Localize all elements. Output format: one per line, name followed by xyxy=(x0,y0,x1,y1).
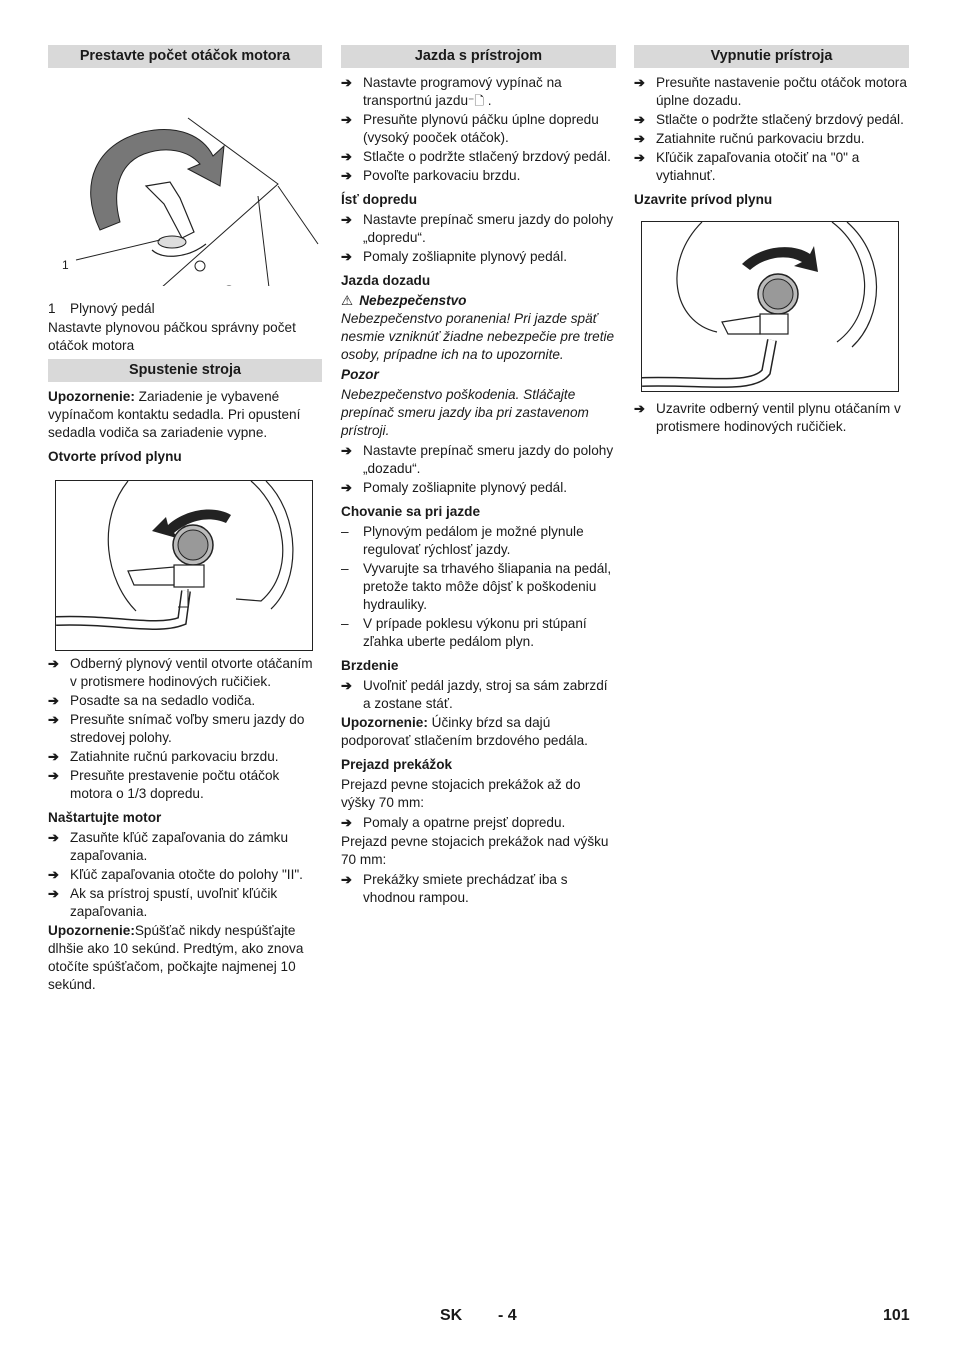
figure-close-valve xyxy=(641,221,899,392)
figure-throttle-lever xyxy=(48,74,322,286)
list-item: ➔ Zatiahnite ručnú parkovaciu brzdu. xyxy=(634,131,865,146)
list-item: ➔ Stlačte o podržte stlačený brzdový pedál. xyxy=(634,112,904,127)
arrow-right-icon: ➔ xyxy=(634,131,645,146)
subheading-reverse: Jazda dozadu xyxy=(341,273,431,288)
column-right xyxy=(634,45,909,437)
arrow-right-icon: ➔ xyxy=(341,249,352,264)
arrow-right-icon: ➔ xyxy=(48,693,59,708)
obstacle-text-low: Prejazd pevne stojacich prekážok až do výšky 70 mm: xyxy=(341,777,581,810)
list-item: ➔ Povoľte parkovaciu brzdu. xyxy=(341,168,521,183)
list-item: – Vyvarujte sa trhavého šliapania na pedál, pretože takto môže dôjsť k poškodeniu hydrauliky. xyxy=(341,561,612,612)
list-item: – Plynovým pedálom je možné plynule regulovať rýchlosť jazdy. xyxy=(341,524,584,557)
section-header-driving: Jazda s prístrojom xyxy=(341,45,616,68)
arrow-right-icon: ➔ xyxy=(48,768,59,783)
list-item: ➔ Posadte sa na sedadlo vodiča. xyxy=(48,693,256,708)
subheading-obstacles: Prejazd prekážok xyxy=(341,757,453,772)
arrow-right-icon: ➔ xyxy=(341,678,352,693)
note-text: Účinky bŕzd sa dajú podporovať stlačením brzdového pedála. xyxy=(341,715,588,748)
obstacle-text-high: Prejazd pevne stojacich prekážok nad výšku 70 mm: xyxy=(341,834,609,867)
list-item: ➔ Pomaly zošliapnite plynový pedál. xyxy=(341,249,568,264)
arrow-right-icon: ➔ xyxy=(341,815,352,830)
list-item: ➔ Nastavte prepínač smeru jazdy do polohy „dozadu“. xyxy=(341,443,614,476)
list-item: ➔ Uvoľniť pedál jazdy, stroj sa sám zabrzdí a zostane stáť. xyxy=(341,678,608,711)
list-item: – V prípade poklesu výkonu pri stúpaní zľahka uberte pedálom plyn. xyxy=(341,616,587,649)
arrow-right-icon: ➔ xyxy=(341,443,352,458)
subheading-start-engine: Naštartujte motor xyxy=(48,810,162,825)
dash-bullet: – xyxy=(341,561,349,576)
engine-speed-description: Nastavte plynovou páčkou správny počet otáčok motora xyxy=(48,320,296,353)
legend-number: 1 xyxy=(48,301,56,316)
legend-text: Plynový pedál xyxy=(70,301,155,316)
note-starter xyxy=(48,922,322,994)
note-brake xyxy=(341,714,616,750)
list-item: ➔ Pomaly a opatrne prejsť dopredu. xyxy=(341,815,566,830)
arrow-right-icon: ➔ xyxy=(341,480,352,495)
danger-heading xyxy=(341,292,616,310)
arrow-right-icon: ➔ xyxy=(341,75,352,90)
list-item: ➔ Uzavrite odberný ventil plynu otáčaním v protismere hodinových ručičiek. xyxy=(634,401,901,434)
arrow-right-icon: ➔ xyxy=(48,712,59,727)
list-item: ➔ Kľúčik zapaľovania otočiť na "0" a vytiahnuť. xyxy=(634,150,860,183)
caution-text: Nebezpečenstvo poškodenia. Stláčajte prepínač smeru jazdy iba pri zastavenom prístroji. xyxy=(341,387,589,438)
subheading-behavior: Chovanie sa pri jazde xyxy=(341,504,481,519)
arrow-right-icon: ➔ xyxy=(341,872,352,887)
subheading-forward: Ísť dopredu xyxy=(341,192,417,207)
warning-triangle-icon: ⚠ xyxy=(341,293,354,308)
dash-bullet: – xyxy=(341,616,349,631)
arrow-right-icon: ➔ xyxy=(341,168,352,183)
section-header-start-machine: Spustenie stroja xyxy=(48,359,322,382)
list-item: ➔ Nastavte prepínač smeru jazdy do polohy „dopredu“. xyxy=(341,212,614,245)
list-item: ➔ Ak sa prístroj spustí, uvoľniť kľúčik zapaľovania. xyxy=(48,886,278,919)
arrow-right-icon: ➔ xyxy=(634,150,645,165)
list-item: ➔ Zatiahnite ručnú parkovaciu brzdu. xyxy=(48,749,279,764)
close-valve-illustration xyxy=(642,222,898,391)
arrow-right-icon: ➔ xyxy=(341,149,352,164)
list-item: ➔ Presuňte plynovú páčku úplne dopredu (vysoký pooček otáčok). xyxy=(341,112,599,145)
arrow-right-icon: ➔ xyxy=(634,112,645,127)
open-valve-illustration xyxy=(56,481,312,650)
figure-legend xyxy=(48,300,322,318)
arrow-right-icon: ➔ xyxy=(48,867,59,882)
list-item: ➔ Zasuňte kľúč zapaľovania do zámku zapaľovania. xyxy=(48,830,288,863)
throttle-lever-illustration xyxy=(48,74,322,286)
danger-text: Nebezpečenstvo poranenia! Pri jazde späť nesmie vzniknúť žiadne nebezpečie pre tretie osoby, prípadne ich na to upozornite. xyxy=(341,311,615,362)
note-label: Upozornenie: xyxy=(341,715,428,730)
dash-bullet: – xyxy=(341,524,349,539)
arrow-right-icon: ➔ xyxy=(48,749,59,764)
note-text: Spúšťač nikdy nespúšťajte dlhšie ako 10 sekúnd. Predtým, ako znova otočíte spúšťačom, počkajte najmenej 10 sekúnd. xyxy=(48,923,304,992)
note-text: Zariadenie je vybavené vypínačom kontaktu sedadla. Pri opustení sedadla vodiča sa zariadenie vypne. xyxy=(48,389,301,440)
start-engine-steps xyxy=(48,829,322,921)
arrow-right-icon: ➔ xyxy=(341,112,352,127)
arrow-right-icon: ➔ xyxy=(634,75,645,90)
list-item: ➔ Prekážky smiete prechádzať iba s vhodnou rampou. xyxy=(341,872,568,905)
footer-subpage: - 4 xyxy=(498,1307,517,1324)
caution-label: Pozor xyxy=(341,367,379,382)
subheading-close-gas: Uzavrite prívod plynu xyxy=(634,192,773,207)
transport-mode-icon: ⁻🗋 xyxy=(468,94,485,108)
figure-open-valve xyxy=(55,480,313,651)
arrow-right-icon: ➔ xyxy=(48,830,59,845)
column-middle xyxy=(341,45,616,908)
list-item: ➔ Presuňte nastavenie počtu otáčok motora úplne dozadu. xyxy=(634,75,907,108)
list-item: ➔ Odberný plynový ventil otvorte otáčaním v protismere hodinových ručičiek. xyxy=(48,656,313,689)
danger-label: Nebezpečenstvo xyxy=(359,293,467,308)
arrow-right-icon: ➔ xyxy=(48,886,59,901)
open-gas-steps xyxy=(48,655,322,803)
arrow-right-icon: ➔ xyxy=(48,656,59,671)
note-seat-switch xyxy=(48,388,322,442)
arrow-right-icon: ➔ xyxy=(341,212,352,227)
list-item: ➔ Pomaly zošliapnite plynový pedál. xyxy=(341,480,568,495)
subheading-braking: Brzdenie xyxy=(341,658,399,673)
figure-callout-1: 1 xyxy=(62,258,69,272)
column-left xyxy=(48,45,322,996)
list-item: ➔ Presuňte prestavenie počtu otáčok motora o 1/3 dopredu. xyxy=(48,768,280,801)
list-item: ➔ Stlačte o podržte stlačený brzdový pedál. xyxy=(341,149,611,164)
arrow-right-icon: ➔ xyxy=(634,401,645,416)
footer-language: SK xyxy=(440,1307,463,1324)
list-item: ➔ Kľúč zapaľovania otočte do polohy "II". xyxy=(48,867,303,882)
list-item: ➔ Presuňte snímač voľby smeru jazdy do stredovej polohy. xyxy=(48,712,305,745)
section-header-engine-speed: Prestavte počet otáčok motora xyxy=(48,45,322,68)
note-label: Upozornenie: xyxy=(48,923,135,938)
footer-page-number: 101 xyxy=(883,1307,910,1324)
list-item: ➔ Nastavte programový vypínač na transportnú jazdu⁻🗋 . xyxy=(341,75,562,108)
section-header-switch-off: Vypnutie prístroja xyxy=(634,45,909,68)
subheading-open-gas: Otvorte prívod plynu xyxy=(48,449,182,464)
note-label: Upozornenie: xyxy=(48,389,135,404)
